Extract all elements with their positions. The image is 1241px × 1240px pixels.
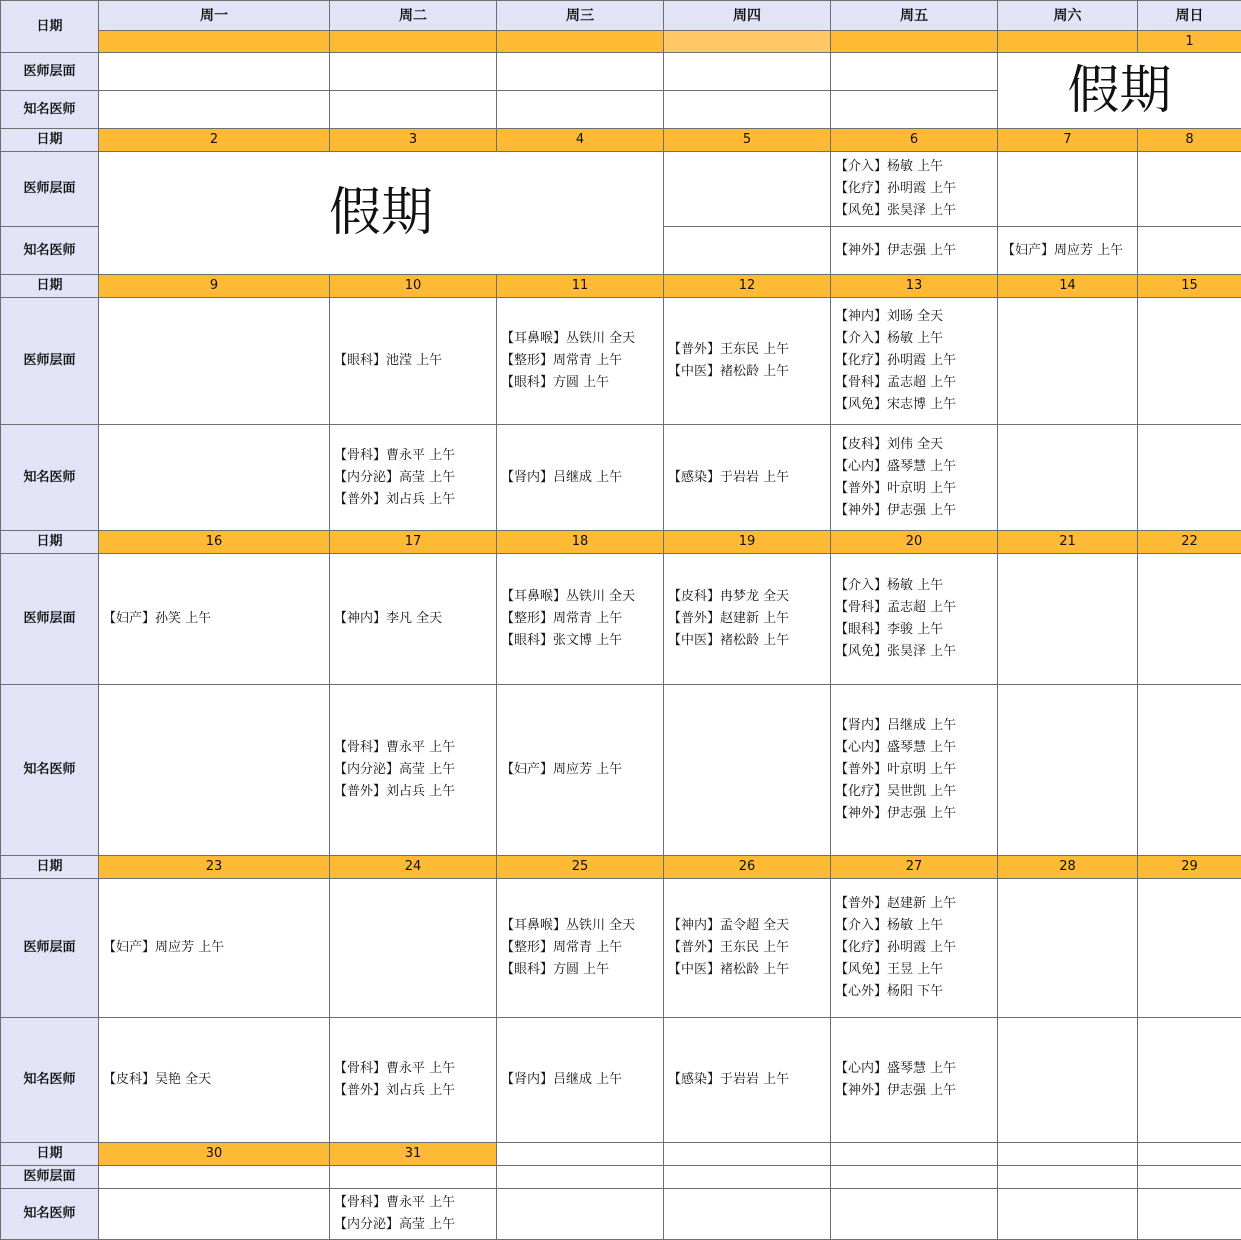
schedule-cell	[330, 1018, 497, 1143]
doctor-entry: 【神内】孟令超 全天	[668, 915, 830, 937]
row-label-famous: 知名医师	[1, 425, 99, 531]
schedule-cell	[664, 53, 831, 91]
schedule-cell	[330, 554, 497, 685]
week-6-famous-row	[1, 1189, 1241, 1240]
week-5-level-row	[1, 879, 1241, 1018]
date-cell: 2	[99, 129, 330, 152]
doctor-entry: 【肾内】吕继成 上午	[501, 467, 663, 489]
schedule-cell	[330, 879, 497, 1018]
weekday-thu: 周四	[664, 1, 831, 31]
doctor-entry: 【风免】王昱 上午	[835, 959, 997, 981]
schedule-cell	[99, 1166, 330, 1189]
schedule-cell	[330, 298, 497, 425]
schedule-cell	[664, 1166, 831, 1189]
schedule-cell	[998, 298, 1138, 425]
schedule-cell	[497, 1018, 664, 1143]
schedule-cell	[664, 298, 831, 425]
schedule-cell	[99, 1018, 330, 1143]
schedule-cell	[1138, 685, 1241, 856]
week-5-date-row	[1, 856, 1241, 879]
date-cell: 18	[497, 531, 664, 554]
doctor-entry: 【整形】周常青 上午	[501, 350, 663, 372]
date-cell: 1	[1138, 31, 1241, 53]
schedule-cell	[330, 425, 497, 531]
schedule-cell	[330, 1189, 497, 1240]
schedule-cell	[1138, 1018, 1241, 1143]
date-cell: 16	[99, 531, 330, 554]
date-cell: 23	[99, 856, 330, 879]
date-cell: 24	[330, 856, 497, 879]
date-cell: 7	[998, 129, 1138, 152]
date-cell: 27	[831, 856, 998, 879]
holiday-block: 假期	[998, 53, 1241, 129]
schedule-cell	[497, 554, 664, 685]
doctor-entry: 【心内】盛琴慧 上午	[835, 456, 997, 478]
doctor-entry: 【普外】叶京明 上午	[835, 478, 997, 500]
schedule-cell	[998, 879, 1138, 1018]
schedule-cell	[99, 1189, 330, 1240]
doctor-entry: 【中医】褚松龄 上午	[668, 959, 830, 981]
weekday-sun: 周日	[1138, 1, 1241, 31]
doctor-entry: 【肾内】吕继成 上午	[835, 715, 997, 737]
schedule-cell	[1138, 227, 1241, 275]
schedule-cell	[998, 425, 1138, 531]
doctor-entry: 【内分泌】高莹 上午	[334, 467, 496, 489]
date-cell: 10	[330, 275, 497, 298]
schedule-cell	[664, 554, 831, 685]
row-label-date: 日期	[1, 856, 99, 879]
schedule-cell	[831, 298, 998, 425]
schedule-cell	[998, 685, 1138, 856]
schedule-cell	[831, 91, 998, 129]
doctor-entry: 【风免】宋志博 上午	[835, 394, 997, 416]
schedule-cell	[831, 227, 998, 275]
date-cell: 3	[330, 129, 497, 152]
row-label-famous: 知名医师	[1, 685, 99, 856]
schedule-cell	[664, 1018, 831, 1143]
date-cell	[664, 31, 831, 53]
schedule-cell	[497, 298, 664, 425]
doctor-entry: 【普外】王东民 上午	[668, 339, 830, 361]
doctor-entry: 【皮科】冉梦龙 全天	[668, 586, 830, 608]
weekday-header-row	[1, 1, 1241, 31]
date-cell: 15	[1138, 275, 1241, 298]
doctor-entry: 【眼科】李骏 上午	[835, 619, 997, 641]
schedule-cell	[99, 425, 330, 531]
doctor-entry: 【妇产】周应芳 上午	[103, 937, 329, 959]
doctor-entry: 【介入】杨敏 上午	[835, 328, 997, 350]
date-cell	[831, 1143, 998, 1166]
doctor-entry: 【神外】伊志强 上午	[835, 240, 997, 262]
week-3-date-row	[1, 275, 1241, 298]
date-cell: 8	[1138, 129, 1241, 152]
date-cell	[1138, 1143, 1241, 1166]
schedule-cell	[330, 53, 497, 91]
row-label-level: 医师层面	[1, 298, 99, 425]
date-cell: 17	[330, 531, 497, 554]
schedule-cell	[831, 554, 998, 685]
schedule-cell	[831, 879, 998, 1018]
schedule-cell	[99, 554, 330, 685]
date-cell	[998, 31, 1138, 53]
doctor-entry: 【中医】褚松龄 上午	[668, 630, 830, 652]
doctor-entry: 【神外】伊志强 上午	[835, 500, 997, 522]
schedule-cell	[831, 1166, 998, 1189]
weekday-sat: 周六	[998, 1, 1138, 31]
doctor-entry: 【风免】张昊泽 上午	[835, 641, 997, 663]
doctor-entry: 【化疗】孙明霞 上午	[835, 937, 997, 959]
week-2-level-row	[1, 152, 1241, 227]
doctor-entry: 【耳鼻喉】丛铁川 全天	[501, 328, 663, 350]
date-cell	[664, 1143, 831, 1166]
date-cell: 29	[1138, 856, 1241, 879]
doctor-entry: 【心外】杨阳 下午	[835, 981, 997, 1003]
schedule-cell	[831, 1189, 998, 1240]
doctor-entry: 【骨科】孟志超 上午	[835, 597, 997, 619]
schedule-cell	[1138, 1166, 1241, 1189]
date-cell: 9	[99, 275, 330, 298]
row-label-date: 日期	[1, 1143, 99, 1166]
doctor-entry: 【感染】于岩岩 上午	[668, 1069, 830, 1091]
schedule-cell	[664, 91, 831, 129]
doctor-entry: 【普外】刘占兵 上午	[334, 489, 496, 511]
schedule-cell	[998, 227, 1138, 275]
schedule-cell	[330, 685, 497, 856]
doctor-entry: 【耳鼻喉】丛铁川 全天	[501, 586, 663, 608]
schedule-cell	[1138, 554, 1241, 685]
schedule-cell	[998, 1166, 1138, 1189]
schedule-cell	[1138, 1189, 1241, 1240]
doctor-entry: 【皮科】刘伟 全天	[835, 434, 997, 456]
schedule-cell	[998, 1189, 1138, 1240]
doctor-entry: 【普外】刘占兵 上午	[334, 1080, 496, 1102]
doctor-entry: 【骨科】曹永平 上午	[334, 737, 496, 759]
schedule-cell	[1138, 425, 1241, 531]
date-cell: 6	[831, 129, 998, 152]
doctor-entry: 【神外】伊志强 上午	[835, 803, 997, 825]
doctor-entry: 【妇产】周应芳 上午	[501, 759, 663, 781]
schedule-cell	[497, 425, 664, 531]
doctor-entry: 【骨科】孟志超 上午	[835, 372, 997, 394]
doctor-entry: 【介入】杨敏 上午	[835, 915, 997, 937]
row-label-level: 医师层面	[1, 53, 99, 91]
doctor-entry: 【肾内】吕继成 上午	[501, 1069, 663, 1091]
row-label-level: 医师层面	[1, 152, 99, 227]
row-label-level: 医师层面	[1, 1166, 99, 1189]
schedule-cell	[664, 227, 831, 275]
schedule-cell	[831, 53, 998, 91]
week-4-date-row	[1, 531, 1241, 554]
date-cell: 20	[831, 531, 998, 554]
week-4-famous-row	[1, 685, 1241, 856]
doctor-entry: 【心内】盛琴慧 上午	[835, 737, 997, 759]
doctor-entry: 【眼科】张文博 上午	[501, 630, 663, 652]
row-label-famous: 知名医师	[1, 227, 99, 275]
week-5-famous-row	[1, 1018, 1241, 1143]
date-cell	[998, 1143, 1138, 1166]
week-1-level-row	[1, 53, 1241, 91]
schedule-cell	[664, 152, 831, 227]
week-3-famous-row	[1, 425, 1241, 531]
date-cell	[497, 31, 664, 53]
date-cell: 26	[664, 856, 831, 879]
doctor-entry: 【化疗】吴世凯 上午	[835, 781, 997, 803]
date-cell: 19	[664, 531, 831, 554]
week-2-date-row	[1, 129, 1241, 152]
schedule-cell	[497, 1166, 664, 1189]
doctor-entry: 【化疗】孙明霞 上午	[835, 350, 997, 372]
doctor-entry: 【中医】褚松龄 上午	[668, 361, 830, 383]
doctor-entry: 【介入】杨敏 上午	[835, 575, 997, 597]
date-cell: 25	[497, 856, 664, 879]
schedule-cell	[831, 425, 998, 531]
doctor-entry: 【耳鼻喉】丛铁川 全天	[501, 915, 663, 937]
weekday-tue: 周二	[330, 1, 497, 31]
schedule-cell	[497, 91, 664, 129]
doctor-entry: 【神内】李凡 全天	[334, 608, 496, 630]
schedule-cell	[831, 152, 998, 227]
date-cell	[330, 31, 497, 53]
doctor-entry: 【骨科】曹永平 上午	[334, 1192, 496, 1214]
date-cell: 28	[998, 856, 1138, 879]
schedule-cell	[1138, 879, 1241, 1018]
schedule-cell	[330, 1166, 497, 1189]
row-label-famous: 知名医师	[1, 91, 99, 129]
weekday-mon: 周一	[99, 1, 330, 31]
doctor-entry: 【骨科】曹永平 上午	[334, 1058, 496, 1080]
doctor-entry: 【神内】刘旸 全天	[835, 306, 997, 328]
doctor-entry: 【内分泌】高莹 上午	[334, 1214, 496, 1236]
schedule-cell	[330, 91, 497, 129]
date-cell: 13	[831, 275, 998, 298]
schedule-cell	[664, 1189, 831, 1240]
schedule-cell	[99, 298, 330, 425]
row-label-level: 医师层面	[1, 554, 99, 685]
row-label-date: 日期	[1, 129, 99, 152]
schedule-cell	[497, 879, 664, 1018]
date-cell	[99, 31, 330, 53]
schedule-cell	[998, 554, 1138, 685]
row-label-date: 日期	[1, 275, 99, 298]
doctor-entry: 【介入】杨敏 上午	[835, 156, 997, 178]
weekday-fri: 周五	[831, 1, 998, 31]
date-cell: 30	[99, 1143, 330, 1166]
date-cell: 12	[664, 275, 831, 298]
schedule-cell	[664, 425, 831, 531]
doctor-entry: 【整形】周常青 上午	[501, 608, 663, 630]
schedule-cell	[664, 879, 831, 1018]
doctor-entry: 【风免】张昊泽 上午	[835, 200, 997, 222]
doctor-entry: 【内分泌】高莹 上午	[334, 759, 496, 781]
schedule-cell	[497, 53, 664, 91]
schedule-cell	[998, 1018, 1138, 1143]
doctor-entry: 【整形】周常青 上午	[501, 937, 663, 959]
date-corner-label: 日期	[1, 1, 99, 53]
doctor-entry: 【妇产】周应芳 上午	[1002, 240, 1137, 262]
doctor-entry: 【感染】于岩岩 上午	[668, 467, 830, 489]
doctor-entry: 【普外】王东民 上午	[668, 937, 830, 959]
date-cell: 4	[497, 129, 664, 152]
date-cell	[497, 1143, 664, 1166]
weekday-wed: 周三	[497, 1, 664, 31]
date-cell: 5	[664, 129, 831, 152]
date-cell: 21	[998, 531, 1138, 554]
schedule-cell	[831, 1018, 998, 1143]
doctor-entry: 【普外】赵建新 上午	[668, 608, 830, 630]
doctor-entry: 【心内】盛琴慧 上午	[835, 1058, 997, 1080]
schedule-cell	[664, 685, 831, 856]
schedule-cell	[998, 152, 1138, 227]
doctor-entry: 【神外】伊志强 上午	[835, 1080, 997, 1102]
date-cell: 31	[330, 1143, 497, 1166]
doctor-entry: 【普外】刘占兵 上午	[334, 781, 496, 803]
schedule-cell	[99, 53, 330, 91]
doctor-entry: 【皮科】吴艳 全天	[103, 1069, 329, 1091]
doctor-entry: 【眼科】方圆 上午	[501, 372, 663, 394]
date-cell: 11	[497, 275, 664, 298]
row-label-famous: 知名医师	[1, 1018, 99, 1143]
date-cell: 22	[1138, 531, 1241, 554]
holiday-block: 假期	[99, 152, 664, 275]
doctor-entry: 【普外】赵建新 上午	[835, 893, 997, 915]
week-1-date-row	[1, 31, 1241, 53]
date-cell	[831, 31, 998, 53]
week-3-level-row	[1, 298, 1241, 425]
schedule-cell	[831, 685, 998, 856]
week-6-date-row	[1, 1143, 1241, 1166]
doctor-entry: 【眼科】方圆 上午	[501, 959, 663, 981]
date-cell: 14	[998, 275, 1138, 298]
schedule-cell	[497, 1189, 664, 1240]
schedule-cell	[99, 685, 330, 856]
doctor-entry: 【普外】叶京明 上午	[835, 759, 997, 781]
doctor-entry: 【骨科】曹永平 上午	[334, 445, 496, 467]
schedule-cell	[497, 685, 664, 856]
week-4-level-row	[1, 554, 1241, 685]
row-label-level: 医师层面	[1, 879, 99, 1018]
schedule-cell	[99, 91, 330, 129]
schedule-cell	[1138, 152, 1241, 227]
row-label-famous: 知名医师	[1, 1189, 99, 1240]
schedule-cell	[1138, 298, 1241, 425]
schedule-cell	[99, 879, 330, 1018]
doctor-entry: 【化疗】孙明霞 上午	[835, 178, 997, 200]
row-label-date: 日期	[1, 531, 99, 554]
doctor-entry: 【妇产】孙笑 上午	[103, 608, 329, 630]
doctor-entry: 【眼科】池滢 上午	[334, 350, 496, 372]
week-6-level-row	[1, 1166, 1241, 1189]
